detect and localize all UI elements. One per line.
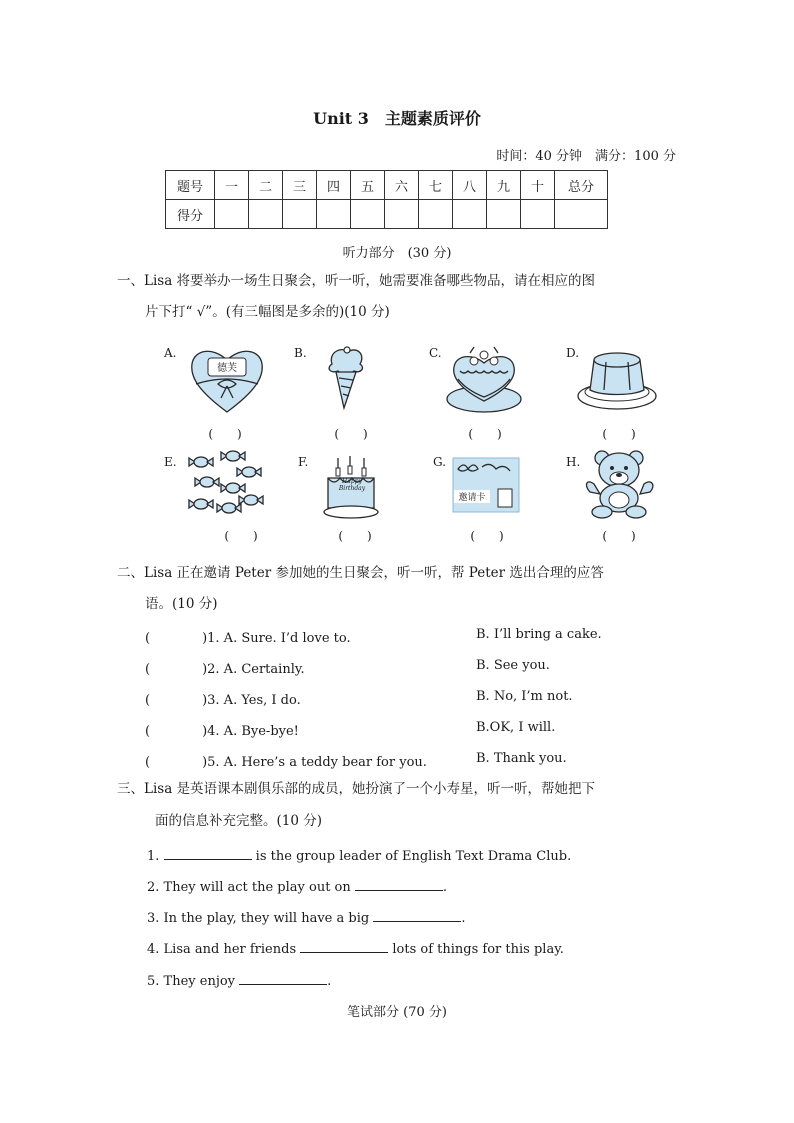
score-cell[interactable] bbox=[249, 200, 283, 229]
q3-item-2 bbox=[147, 876, 447, 895]
q3-item-5 bbox=[147, 970, 331, 989]
q3-item-1-blank[interactable] bbox=[164, 845, 252, 860]
score-table-score-row bbox=[166, 200, 608, 229]
score-table-header-row bbox=[166, 171, 608, 200]
picture-label-g: G. bbox=[433, 455, 446, 469]
header-cell: 六 bbox=[385, 171, 419, 200]
q2-item-5-option-a[interactable]: ( )5. A. Here’s a teddy bear for you. bbox=[145, 755, 427, 770]
q3-item-3-before: 3. In the play, they will have a big bbox=[147, 911, 374, 926]
q3-item-4 bbox=[147, 938, 564, 957]
q2-item-5-option-b[interactable]: B. Thank you. bbox=[476, 751, 567, 766]
teddy-bear-icon bbox=[584, 448, 658, 520]
q1-instruction-line1: 一、Lisa 将要举办一场生日聚会，听一听，她需要准备哪些物品，请在相应的图 bbox=[117, 273, 596, 289]
q3-item-2-after: . bbox=[442, 880, 448, 895]
picture-label-a: A. bbox=[164, 346, 177, 360]
q3-instruction-line1: 三、Lisa 是英语课本剧俱乐部的成员，她扮演了一个小寿星，听一听，帮她把下 bbox=[117, 781, 596, 797]
score-cell[interactable] bbox=[215, 200, 249, 229]
answer-paren-g[interactable]: ( ) bbox=[470, 529, 504, 543]
heart-card-text: 德芙 bbox=[217, 363, 237, 374]
header-cell: 八 bbox=[453, 171, 487, 200]
q3-item-2-blank[interactable] bbox=[355, 876, 443, 891]
q2-item-1-option-a[interactable]: ( )1. A. Sure. I’d love to. bbox=[145, 631, 351, 646]
jelly-icon bbox=[576, 346, 658, 412]
answer-paren-d[interactable]: ( ) bbox=[602, 427, 636, 441]
answer-paren-b[interactable]: ( ) bbox=[334, 427, 368, 441]
header-cell: 总分 bbox=[555, 171, 608, 200]
score-cell[interactable] bbox=[521, 200, 555, 229]
q2-instruction-line1: 二、Lisa 正在邀请 Peter 参加她的生日聚会，听一听，帮 Peter 选出合理的应答 bbox=[117, 565, 604, 581]
invitation-card-text: 邀请卡 bbox=[454, 490, 490, 503]
q3-item-1-after: is the group leader of English Text Drama Club. bbox=[251, 849, 572, 864]
q3-item-5-before: 5. They enjoy bbox=[147, 974, 240, 989]
answer-paren-c[interactable]: ( ) bbox=[468, 427, 502, 441]
q3-item-4-blank[interactable] bbox=[300, 938, 388, 953]
q3-item-3 bbox=[147, 907, 465, 926]
heart-cake-icon bbox=[444, 341, 524, 415]
score-cell[interactable] bbox=[453, 200, 487, 229]
picture-label-d: D. bbox=[566, 346, 580, 360]
row-label-cell: 得分 bbox=[166, 200, 215, 229]
birthday-cake-text: Happy Birthday bbox=[338, 478, 366, 492]
score-cell[interactable] bbox=[283, 200, 317, 229]
score-cell[interactable] bbox=[351, 200, 385, 229]
q3-instruction-line2: 面的信息补充完整。(10 分) bbox=[155, 813, 323, 829]
picture-label-c: C. bbox=[429, 346, 442, 360]
score-cell[interactable] bbox=[555, 200, 608, 229]
header-cell: 一 bbox=[215, 171, 249, 200]
q3-item-2-before: 2. They will act the play out on bbox=[147, 880, 355, 895]
header-cell: 题号 bbox=[166, 171, 215, 200]
q2-instruction-line2: 语。(10 分) bbox=[145, 596, 218, 612]
q3-item-5-blank[interactable] bbox=[239, 970, 327, 985]
time-and-score-info: 时间：40 分钟 满分：100 分 bbox=[496, 149, 676, 164]
heart-card-icon bbox=[188, 344, 266, 416]
header-cell: 九 bbox=[487, 171, 521, 200]
q1-instruction-line2: 片下打“ √”。(有三幅图是多余的)(10 分) bbox=[145, 304, 390, 320]
candies-icon bbox=[185, 448, 265, 520]
score-cell[interactable] bbox=[317, 200, 351, 229]
header-cell: 三 bbox=[283, 171, 317, 200]
listening-section-heading: 听力部分 (30 分) bbox=[342, 246, 452, 261]
q3-item-3-blank[interactable] bbox=[373, 907, 461, 922]
picture-label-b: B. bbox=[294, 346, 307, 360]
answer-paren-e[interactable]: ( ) bbox=[224, 529, 258, 543]
invitation-card-icon bbox=[452, 457, 520, 513]
picture-label-f: F. bbox=[298, 455, 309, 469]
answer-paren-f[interactable]: ( ) bbox=[338, 529, 372, 543]
q3-item-1 bbox=[147, 845, 571, 864]
answer-paren-a[interactable]: ( ) bbox=[208, 427, 242, 441]
q3-item-5-after: . bbox=[327, 974, 332, 989]
page-title: Unit 3 主题素质评价 bbox=[313, 109, 481, 128]
q2-item-3-option-a[interactable]: ( )3. A. Yes, I do. bbox=[145, 693, 301, 708]
q3-item-4-before: 4. Lisa and her friends bbox=[147, 942, 301, 957]
header-cell: 十 bbox=[521, 171, 555, 200]
picture-label-e: E. bbox=[164, 455, 177, 469]
header-cell: 七 bbox=[419, 171, 453, 200]
q2-item-3-option-b[interactable]: B. No, I’m not. bbox=[476, 689, 573, 704]
score-table bbox=[165, 170, 608, 229]
q3-item-1-before: 1. bbox=[147, 849, 164, 864]
q2-item-4-option-a[interactable]: ( )4. A. Bye-bye! bbox=[145, 724, 299, 739]
picture-label-h: H. bbox=[566, 455, 581, 469]
answer-paren-h[interactable]: ( ) bbox=[602, 529, 636, 543]
header-cell: 四 bbox=[317, 171, 351, 200]
q3-item-4-after: lots of things for this play. bbox=[388, 942, 564, 957]
score-cell[interactable] bbox=[487, 200, 521, 229]
writing-section-heading: 笔试部分 (70 分) bbox=[347, 1005, 447, 1020]
q2-item-4-option-b[interactable]: B.OK, I will. bbox=[476, 720, 556, 735]
q2-item-2-option-b[interactable]: B. See you. bbox=[476, 658, 550, 673]
q3-item-3-after: . bbox=[461, 911, 466, 926]
header-cell: 五 bbox=[351, 171, 385, 200]
score-cell[interactable] bbox=[385, 200, 419, 229]
header-cell: 二 bbox=[249, 171, 283, 200]
q2-item-2-option-a[interactable]: ( )2. A. Certainly. bbox=[145, 662, 305, 677]
ice-cream-icon bbox=[322, 344, 370, 410]
q2-item-1-option-b[interactable]: B. I’ll bring a cake. bbox=[476, 627, 602, 642]
score-cell[interactable] bbox=[419, 200, 453, 229]
